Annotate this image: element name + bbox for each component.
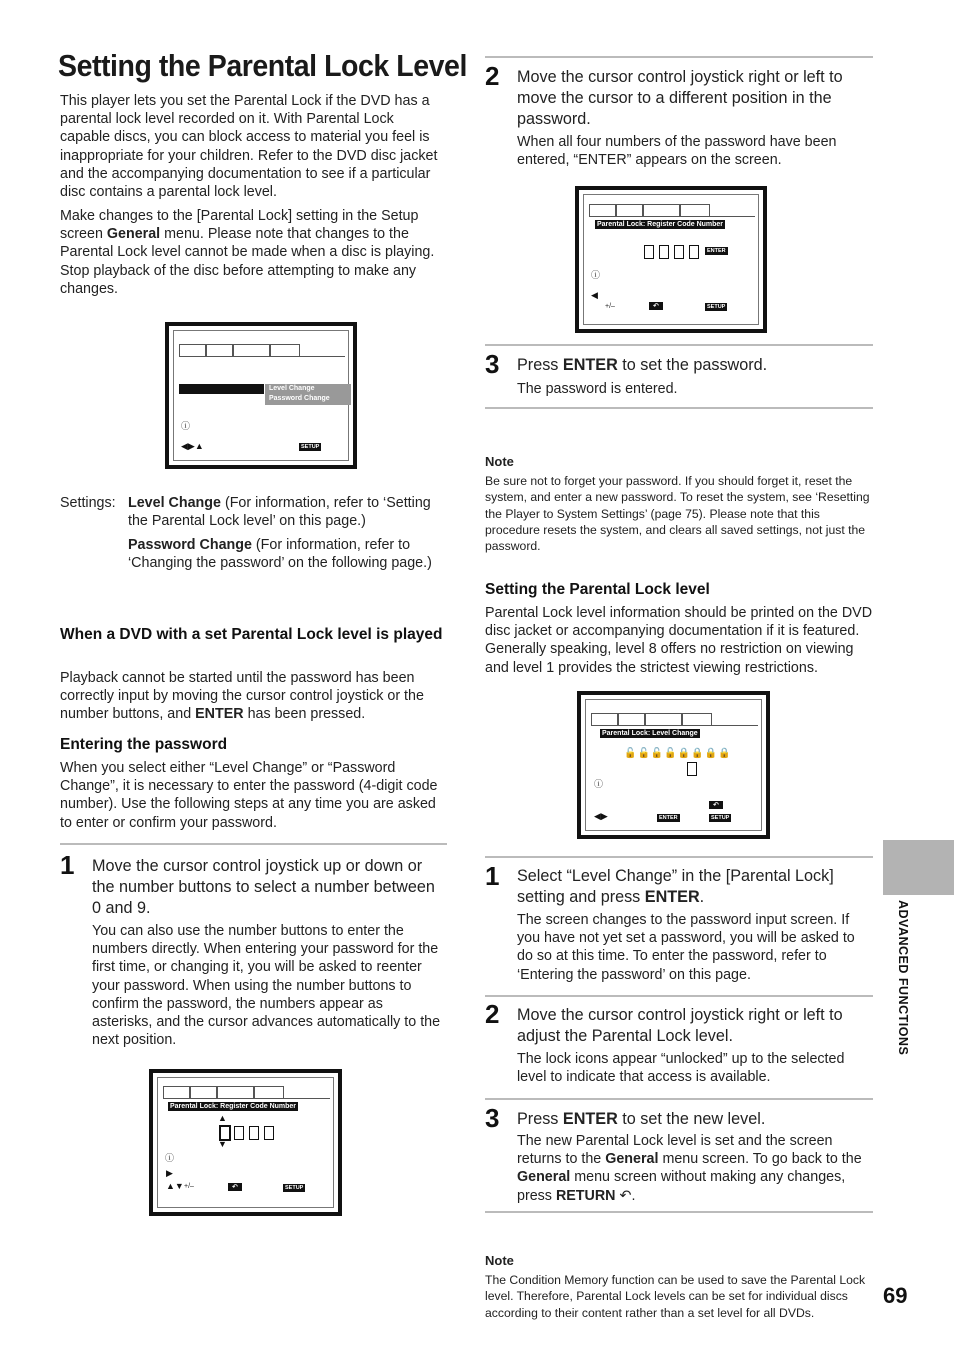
tab <box>618 713 645 725</box>
setup-button-label: SETUP <box>301 444 320 450</box>
info-icon: ⓘ <box>181 421 191 431</box>
page-title: Setting the Parental Lock Level <box>58 48 467 83</box>
tab <box>680 204 710 216</box>
settings-item1-bold: Level Change <box>128 495 221 511</box>
played-heading: When a DVD with a set Parental Lock level is played <box>60 626 443 643</box>
submenu-item-level-change: Level Change <box>269 385 315 392</box>
entering-heading: Entering the password <box>60 736 228 753</box>
step-bold: ENTER <box>562 356 618 374</box>
step-detail-text: You can also use the number buttons to enter the numbers directly. When entering your password for the first time, or changing it, you will be asked to reenter your password. When using the number buttons to confirm the password, the numbers appear as asterisks, and the cursor advances automatically to the next position. <box>92 923 441 1049</box>
left-right-arrows-icon: ◀▶ <box>594 811 608 821</box>
step-number: 1 <box>60 850 75 880</box>
note-body: The Condition Memory function can be used to save the Parental Lock level. Therefore, Parental Lock levels can be set for individual discs according to their content rather than a set level for all DVDs. <box>485 1273 866 1320</box>
step-divider <box>485 407 873 409</box>
step-divider <box>485 344 873 346</box>
step-detail-text: The screen changes to the password input screen. If you have not yet set a password, you will be asked to do so at this time. To enter the password, refer to ‘Entering the password’ on this page. <box>517 912 855 983</box>
step-main-text <box>517 355 873 376</box>
step-main-text <box>517 866 873 908</box>
left-arrow-icon: ◀ <box>591 290 598 300</box>
setup-general-screen <box>165 322 357 469</box>
tab <box>270 344 300 356</box>
tab <box>616 204 643 216</box>
screen-inner <box>585 699 762 831</box>
step-text-b: . <box>699 888 705 906</box>
selected-row-bar <box>179 384 264 394</box>
code-digit-box <box>674 245 684 259</box>
step-bold: ENTER <box>644 888 700 906</box>
note-heading: Note <box>485 1253 514 1268</box>
screen-label: Parental Lock: Register Code Number <box>597 221 724 228</box>
settings-item2-text: (For information, refer to ‘Changing the password’ on the following page.) <box>128 537 432 572</box>
detail-text-b: menu screen. To go back to the <box>658 1151 862 1168</box>
intro-p2-text-a: Make changes to the [Parental Lock] setting in the Setup screen <box>60 208 419 243</box>
down-arrow-icon: ▼ <box>218 1139 227 1149</box>
step-divider <box>485 995 873 997</box>
level-change-screen <box>577 691 770 839</box>
detail-bold-2: General <box>517 1169 571 1186</box>
step-number: 2 <box>485 999 500 1029</box>
settings-level-change <box>128 494 447 530</box>
step-number: 2 <box>485 61 500 91</box>
up-down-arrows-icon: ▲▼ <box>166 1181 184 1191</box>
step-text-a: Press <box>517 356 563 374</box>
plus-minus-label: +/– <box>184 1183 194 1190</box>
note-heading: Note <box>485 454 514 469</box>
menu-tabs <box>591 713 712 725</box>
step-divider <box>485 1211 873 1213</box>
code-digit-box <box>249 1126 259 1140</box>
code-digit-box <box>264 1126 274 1140</box>
step-main-text <box>517 1109 873 1130</box>
step-divider <box>60 843 447 845</box>
return-icon: ↶ <box>649 302 663 310</box>
submenu-item-password-change: Password Change <box>269 395 330 402</box>
enter-button-label: ENTER <box>707 248 726 254</box>
setup-button-label: SETUP <box>711 815 730 821</box>
tab-underline <box>589 216 755 217</box>
tab <box>190 1086 217 1098</box>
step-detail-text: When all four numbers of the password have been entered, “ENTER” appears on the screen. <box>517 134 837 169</box>
settings-item2-bold: Password Change <box>128 537 252 553</box>
menu-tabs <box>179 344 300 356</box>
detail-text-a: The new Parental Lock level is set and the screen returns to the <box>517 1133 833 1168</box>
detail-text-c: menu screen without making any changes, press <box>517 1169 846 1204</box>
plus-minus-label: +/– <box>605 303 615 310</box>
intro-paragraph-2 <box>60 207 447 298</box>
screen-inner <box>157 1077 334 1208</box>
code-digit-box <box>659 245 669 259</box>
settings-label: Settings: <box>60 495 116 511</box>
up-arrow-icon: ▲ <box>218 1113 227 1123</box>
step-text-a: Select “Level Change” in the [Parental Lock] setting and press <box>517 867 834 906</box>
step-divider <box>485 1098 873 1100</box>
tab <box>643 204 680 216</box>
intro-p2-text-b: menu. Please note that changes to the Parental Lock level cannot be made when a disc is playing. Stop playback of the disc before attempting to make any changes. <box>60 226 435 297</box>
screen-inner <box>583 194 759 325</box>
step-main-text: Move the cursor control joystick right or left to move the cursor to a different position in the password. <box>517 68 843 128</box>
level-section-body: Parental Lock level information should be printed on the DVD disc jacket or accompanying documentation if it is featured. Generally speaking, level 8 offers no restriction on viewing and level 1 provides the strictest viewing restrictions. <box>485 605 873 676</box>
entering-body: When you select either “Level Change” or “Password Change”, it is necessary to enter the password (4-digit code number). Use the following steps at any time you are asked to enter or confirm your password. <box>60 760 438 831</box>
settings-password-change <box>128 536 447 572</box>
screen-inner <box>173 330 349 461</box>
screen-label: Parental Lock: Level Change <box>602 730 698 737</box>
level-cursor-box <box>687 762 697 776</box>
info-icon: ⓘ <box>591 270 601 280</box>
step-text-b: to set the new level. <box>617 1110 766 1128</box>
tab <box>163 1086 190 1098</box>
step-number: 3 <box>485 349 500 379</box>
step-number: 1 <box>485 861 500 891</box>
step-detail-text: The lock icons appear “unlocked” up to the selected level to indicate that access is available. <box>517 1051 845 1086</box>
menu-tabs <box>163 1086 284 1098</box>
step-text-a: Press <box>517 1110 563 1128</box>
return-icon: ↶ <box>709 801 723 809</box>
step-detail-text: The password is entered. <box>517 381 678 397</box>
screen-label: Parental Lock: Register Code Number <box>170 1103 297 1110</box>
section-side-tab <box>883 840 954 895</box>
level-section-heading: Setting the Parental Lock level <box>485 581 710 598</box>
step-divider <box>485 856 873 858</box>
section-side-label: ADVANCED FUNCTIONS <box>896 900 910 1056</box>
code-digit-box <box>644 245 654 259</box>
detail-bold-1: General <box>605 1151 659 1168</box>
setup-button-label: SETUP <box>707 304 726 310</box>
played-bold: ENTER <box>195 706 244 723</box>
code-digit-box <box>689 245 699 259</box>
tab <box>233 344 270 356</box>
settings-item1-text: (For information, refer to ‘Setting the Parental Lock level’ on this page.) <box>128 495 431 530</box>
tab <box>682 713 712 725</box>
intro-paragraph-1: This player lets you set the Parental Lock if the DVD has a parental lock level recorded on it. With Parental Lock capable discs, you can block access to material you feel is inappropriate for your children. Refer to the DVD disc jacket and the accompanying documentation to see if a particular disc contains a parental lock level. <box>60 93 438 201</box>
step-text-b: to set the password. <box>617 356 768 374</box>
lock-level-icons: 🔓🔓🔓🔓🔒🔒🔒🔒 <box>624 748 732 759</box>
tab <box>179 344 206 356</box>
tab-underline <box>163 1098 330 1099</box>
code-digit-box <box>234 1126 244 1140</box>
detail-bold-3: RETURN <box>555 1187 616 1204</box>
setup-button-label: SETUP <box>285 1185 304 1191</box>
step-main-text: Move the cursor control joystick up or down or the number buttons to select a number between 0 and 9. <box>92 857 435 917</box>
step-detail-text <box>517 1132 873 1205</box>
detail-text-d: ↶. <box>615 1187 636 1204</box>
tab-underline <box>179 356 345 357</box>
navigation-arrows-icon: ◀▶▲ <box>181 441 204 451</box>
intro-p2-bold: General <box>106 226 161 243</box>
played-text-a: Playback cannot be started until the password has been correctly input by moving the cursor control joystick or the number buttons, and <box>60 670 424 723</box>
tab <box>254 1086 284 1098</box>
info-icon: ⓘ <box>594 779 604 789</box>
step-main-text: Move the cursor control joystick right or left to adjust the Parental Lock level. <box>517 1006 843 1045</box>
step-number: 3 <box>485 1103 500 1133</box>
tab <box>217 1086 254 1098</box>
tab <box>591 713 618 725</box>
played-body <box>60 669 447 724</box>
right-arrow-icon: ▶ <box>166 1168 173 1178</box>
tab-underline <box>591 725 758 726</box>
tab <box>645 713 682 725</box>
return-icon: ↶ <box>228 1183 242 1191</box>
menu-tabs <box>589 204 710 216</box>
info-icon: ⓘ <box>165 1153 175 1163</box>
step-divider <box>485 56 873 58</box>
register-code-screen <box>149 1069 342 1216</box>
page-number: 69 <box>883 1283 908 1308</box>
tab <box>206 344 233 356</box>
register-code-enter-screen <box>575 186 767 333</box>
played-text-b: has been pressed. <box>243 706 366 723</box>
enter-button-label: ENTER <box>659 815 678 821</box>
tab <box>589 204 616 216</box>
note-body: Be sure not to forget your password. If you should forget it, reset the system, and enter a new password. To reset the system, see ‘Resetting the Player to System Settings’ (page 75). Please note that this procedure resets the system, and clears all saved settings, not just the password. <box>485 474 870 554</box>
step-bold: ENTER <box>562 1110 618 1128</box>
